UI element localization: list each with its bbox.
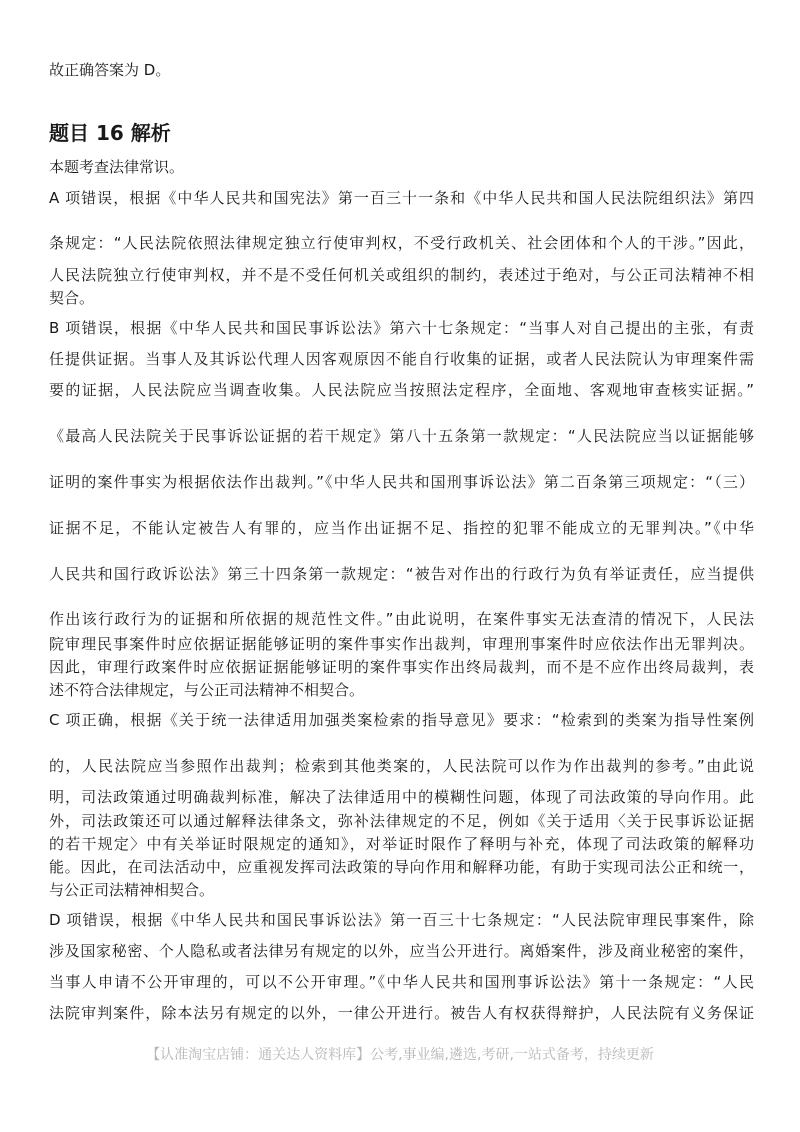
- text-line: 的若干规定〉中有关举证时限规定的通知》，对举证时限作了释明与补充，体现了司法政策的解释功: [49, 835, 754, 853]
- text-line: 本题考查法律常识。: [49, 158, 185, 176]
- text-line: 证据不足，不能认定被告人有罪的，应当作出证据不足、指控的犯罪不能成立的无罪判决。”《中华: [49, 519, 754, 537]
- text-line: 能。因此，在司法活动中，应重视发挥司法政策的导向作用和解释功能，有助于实现司法公正和统一，: [49, 858, 754, 876]
- text-line: 契合。: [49, 289, 95, 307]
- text-line: 明，司法政策通过明确裁判标准，解决了法律适用中的模糊性问题，体现了司法政策的导向作用。此: [49, 788, 754, 806]
- text-line: 外，司法政策还可以通过解释法律条文，弥补法律规定的不足，例如《关于适用〈关于民事诉讼证据: [49, 812, 754, 830]
- text-line: A 项错误，根据《中华人民共和国宪法》第一百三十一条和《中华人民共和国人民法院组织法》第四: [49, 189, 754, 207]
- text-line: 因此，审理行政案件时应依据证据能够证明的案件事实作出终局裁判，而不是不应作出终局裁判，表: [49, 658, 754, 676]
- text-line: 人民法院独立行使审判权，并不是不受任何机关或组织的制约，表述过于绝对，与公正司法精神不相: [49, 266, 754, 284]
- text-line: 作出该行政行为的证据和所依据的规范性文件。”由此说明，在案件事实无法查清的情况下，人民法: [49, 610, 754, 628]
- text-line: 法院审判案件，除本法另有规定的以外，一律公开进行。被告人有权获得辩护，人民法院有义务保证: [49, 1004, 754, 1022]
- text-line: 证明的案件事实为根据依法作出裁判。”《中华人民共和国刑事诉讼法》第二百条第三项规定：“（三）: [49, 473, 754, 491]
- text-line: 任提供证据。当事人及其诉讼代理人因客观原因不能自行收集的证据，或者人民法院认为审理案件需: [49, 350, 754, 368]
- text-line: 的，人民法院应当参照作出裁判；检索到其他类案的，人民法院可以作为作出裁判的参考。”由此说: [49, 757, 754, 775]
- text-line: 要的证据，人民法院应当调查收集。人民法院应当按照法定程序，全面地、客观地审查核实证据。”: [49, 381, 754, 399]
- text-line: 当事人申请不公开审理的，可以不公开审理。”《中华人民共和国刑事诉讼法》第十一条规定：“人民: [49, 973, 754, 991]
- text-line: D 项错误，根据《中华人民共和国民事诉讼法》第一百三十七条规定：“人民法院审理民事案件，除: [49, 911, 754, 929]
- intro-line: 故正确答案为 D。: [49, 61, 171, 79]
- text-line: 人民共和国行政诉讼法》第三十四条第一款规定：“被告对作出的行政行为负有举证责任，应当提供: [49, 565, 754, 583]
- text-line: B 项错误，根据《中华人民共和国民事诉讼法》第六十七条规定：“当事人对自己提出的主张，有责: [49, 319, 754, 337]
- text-line: 述不符合法律规定，与公正司法精神不相契合。: [49, 681, 365, 699]
- text-line: 与公正司法精神相契合。: [49, 881, 215, 899]
- text-line: 院审理民事案件时应依据证据能够证明的案件事实作出裁判，审理刑事案件时应依法作出无罪判决。: [49, 635, 754, 653]
- footer-watermark: 【认准淘宝店铺：通关达人资料库】公考,事业编,遴选,考研,一站式备考，持续更新: [146, 1047, 654, 1063]
- text-line: 《最高人民法院关于民事诉讼证据的若干规定》第八十五条第一款规定：“人民法院应当以证据能够: [49, 427, 754, 445]
- section-heading: 题目 16 解析: [49, 121, 171, 145]
- text-line: 条规定：“人民法院依照法律规定独立行使审判权，不受行政机关、社会团体和个人的干涉。”因此，: [49, 234, 754, 252]
- text-line: C 项正确，根据《关于统一法律适用加强类案检索的指导意见》要求：“检索到的类案为指导性案例: [49, 711, 754, 729]
- text-line: 涉及国家秘密、个人隐私或者法律另有规定的以外，应当公开进行。离婚案件，涉及商业秘密的案件，: [49, 942, 754, 960]
